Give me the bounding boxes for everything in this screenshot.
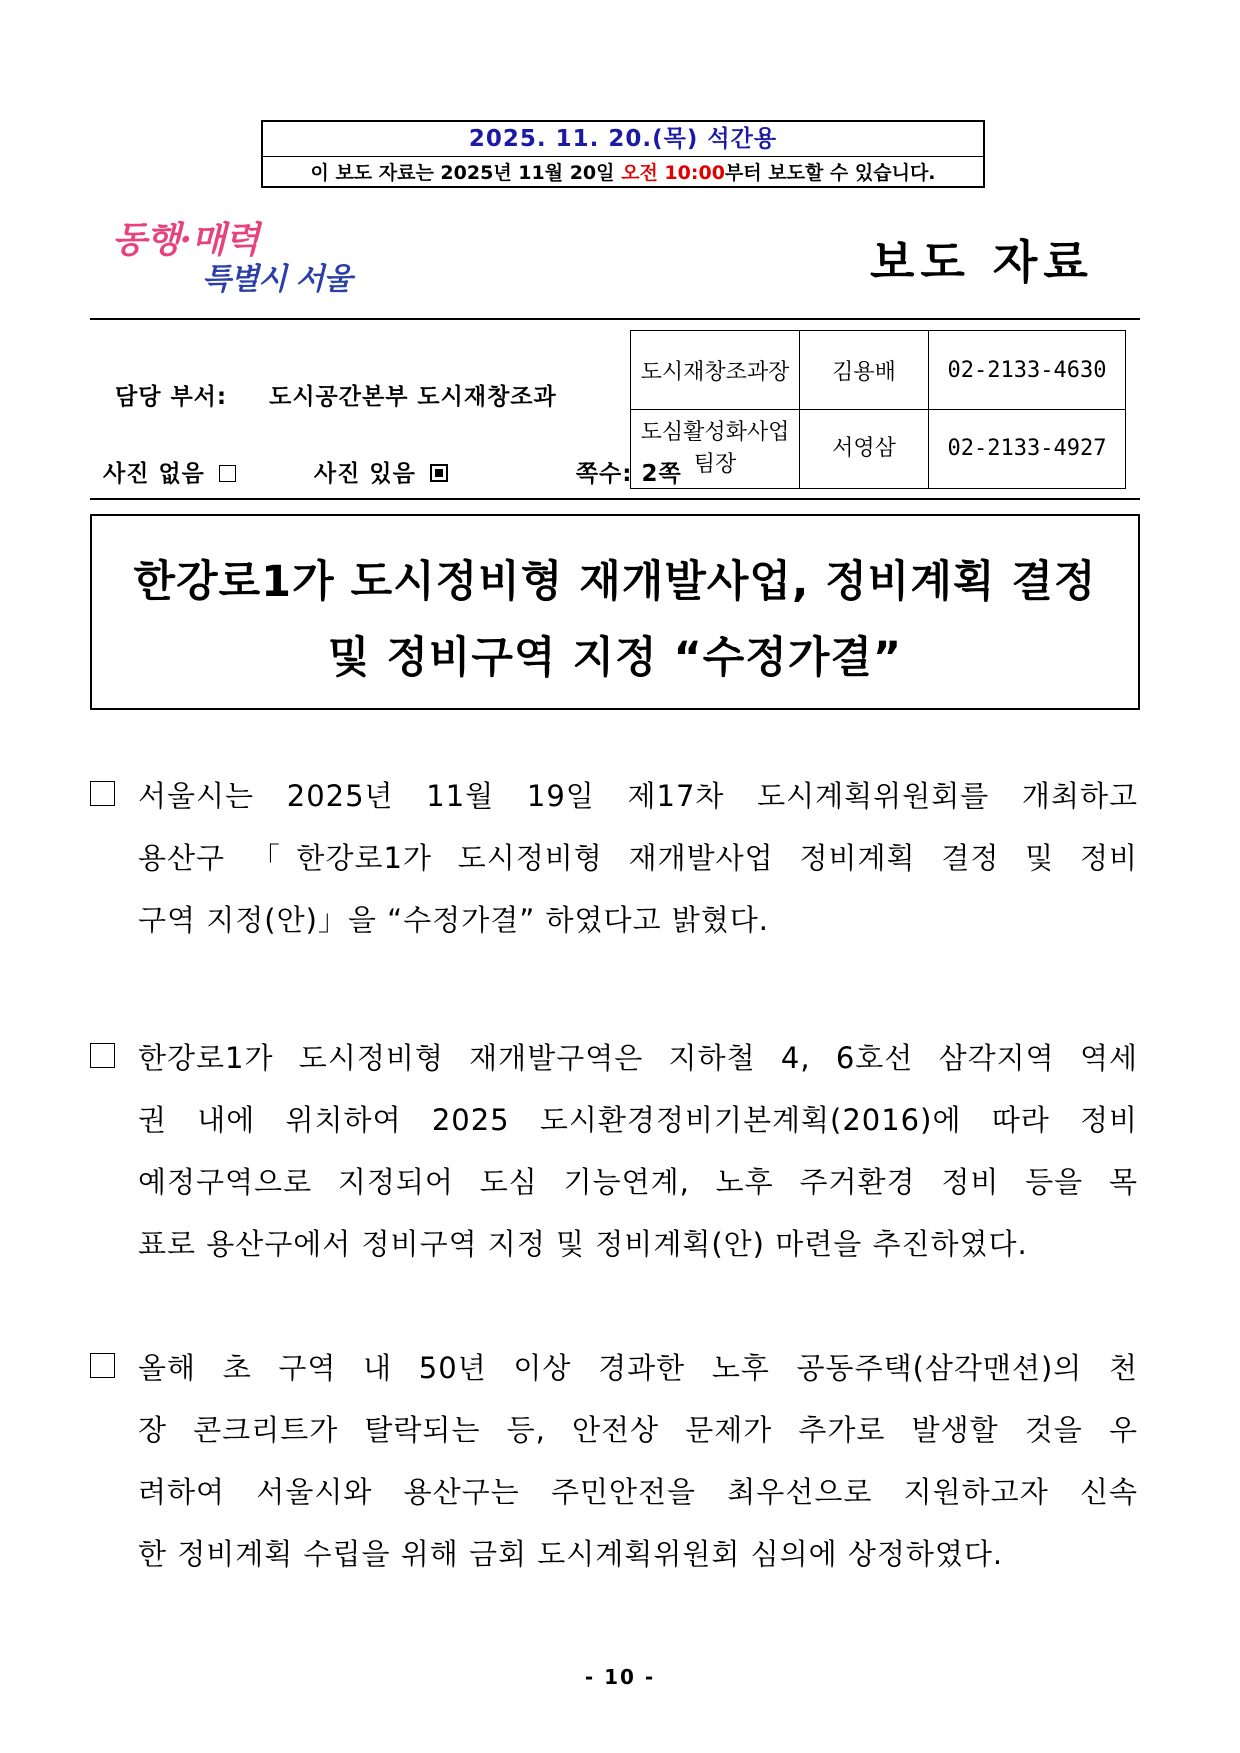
paragraph-line: 용산구 「한강로1가 도시정비형 재개발사업 정비계획 결정 및 정비: [138, 841, 1138, 875]
contact-phone: 02-2133-4630: [929, 331, 1126, 410]
embargo-time: 오전 10:00: [621, 162, 725, 184]
press-release-title: 보도 자료: [870, 235, 1094, 289]
paragraph-line: 표로 용산구에서 정비구역 지정 및 정비계획(안) 마련을 추진하였다.: [138, 1227, 1028, 1261]
department-value: 도시공간본부 도시재창조과: [269, 384, 557, 410]
headline-line1: 한강로1가 도시정비형 재개발사업, 정비계획 결정: [133, 557, 1097, 607]
page-count: 쪽수: 2쪽: [575, 461, 682, 487]
release-date: 2025. 11. 20.(목) 석간용: [263, 122, 983, 157]
embargo-box: [261, 120, 985, 188]
no-photo-checkbox-icon: [219, 465, 236, 482]
contact-row: [631, 331, 1126, 410]
contact-title-line1: 도심활성화사업: [640, 420, 790, 445]
has-photo-label: 사진 있음: [313, 461, 416, 487]
bullet-box-icon: [90, 1043, 115, 1068]
logo-line2: 특별시 서울: [202, 262, 352, 297]
bullet-box-icon: [90, 1353, 115, 1378]
contact-row: [631, 410, 1126, 489]
bullet-box-icon: [90, 781, 115, 806]
paragraph-line: 한강로1가 도시정비형 재개발구역은 지하철 4, 6호선 삼각지역 역세: [138, 1041, 1138, 1075]
paragraph-line: 예정구역으로 지정되어 도심 기능연계, 노후 주거환경 정비 등을 목: [138, 1165, 1138, 1199]
contact-name: 김용배: [800, 331, 929, 410]
photo-info: [103, 455, 692, 488]
headline-line2: 및 정비구역 지정 “수정가결”: [327, 633, 903, 683]
paragraph-line: 권 내에 위치하여 2025 도시환경정비기본계획(2016)에 따라 정비: [138, 1103, 1138, 1137]
no-photo-label: 사진 없음: [103, 461, 205, 487]
embargo-notice: [263, 157, 983, 189]
paragraph-line: 구역 지정(안)」을 “수정가결” 하였다고 밝혔다.: [138, 903, 770, 937]
divider-top: [90, 318, 1140, 320]
paragraph-line: 올해 초 구역 내 50년 이상 경과한 노후 공동주택(삼각맨션)의 천: [138, 1351, 1138, 1385]
logo-line1: 동행·매력: [112, 219, 259, 261]
embargo-notice-suffix: 부터 보도할 수 있습니다.: [724, 162, 936, 184]
divider-mid: [90, 498, 1140, 500]
embargo-notice-prefix: 이 보도 자료는 2025년 11월 20일: [310, 162, 622, 184]
paragraph-line: 려하여 서울시와 용산구는 주민안전을 최우선으로 지원하고자 신속: [138, 1475, 1138, 1509]
has-photo-checkbox-icon: [430, 464, 448, 482]
department-info: [115, 378, 557, 411]
seoul-logo: [112, 212, 352, 304]
paragraph-line: 한 정비계획 수립을 위해 금회 도시계획위원회 심의에 상정하였다.: [138, 1537, 1004, 1571]
contact-name: 서영삼: [800, 410, 929, 489]
page-number: - 10 -: [584, 1665, 656, 1689]
paragraph-line: 서울시는 2025년 11월 19일 제17차 도시계획위원회를 개최하고: [138, 779, 1138, 813]
contact-title: 도시재창조과장: [631, 331, 800, 410]
contact-title-line2: 팀장: [693, 452, 737, 477]
contact-phone: 02-2133-4927: [929, 410, 1126, 489]
paragraph-line: 장 콘크리트가 탈락되는 등, 안전상 문제가 추가로 발생할 것을 우: [138, 1413, 1138, 1447]
contact-title: [631, 410, 800, 489]
department-label: 담당 부서:: [115, 384, 228, 410]
headline-box: [90, 514, 1140, 710]
contact-table: [630, 330, 1126, 489]
